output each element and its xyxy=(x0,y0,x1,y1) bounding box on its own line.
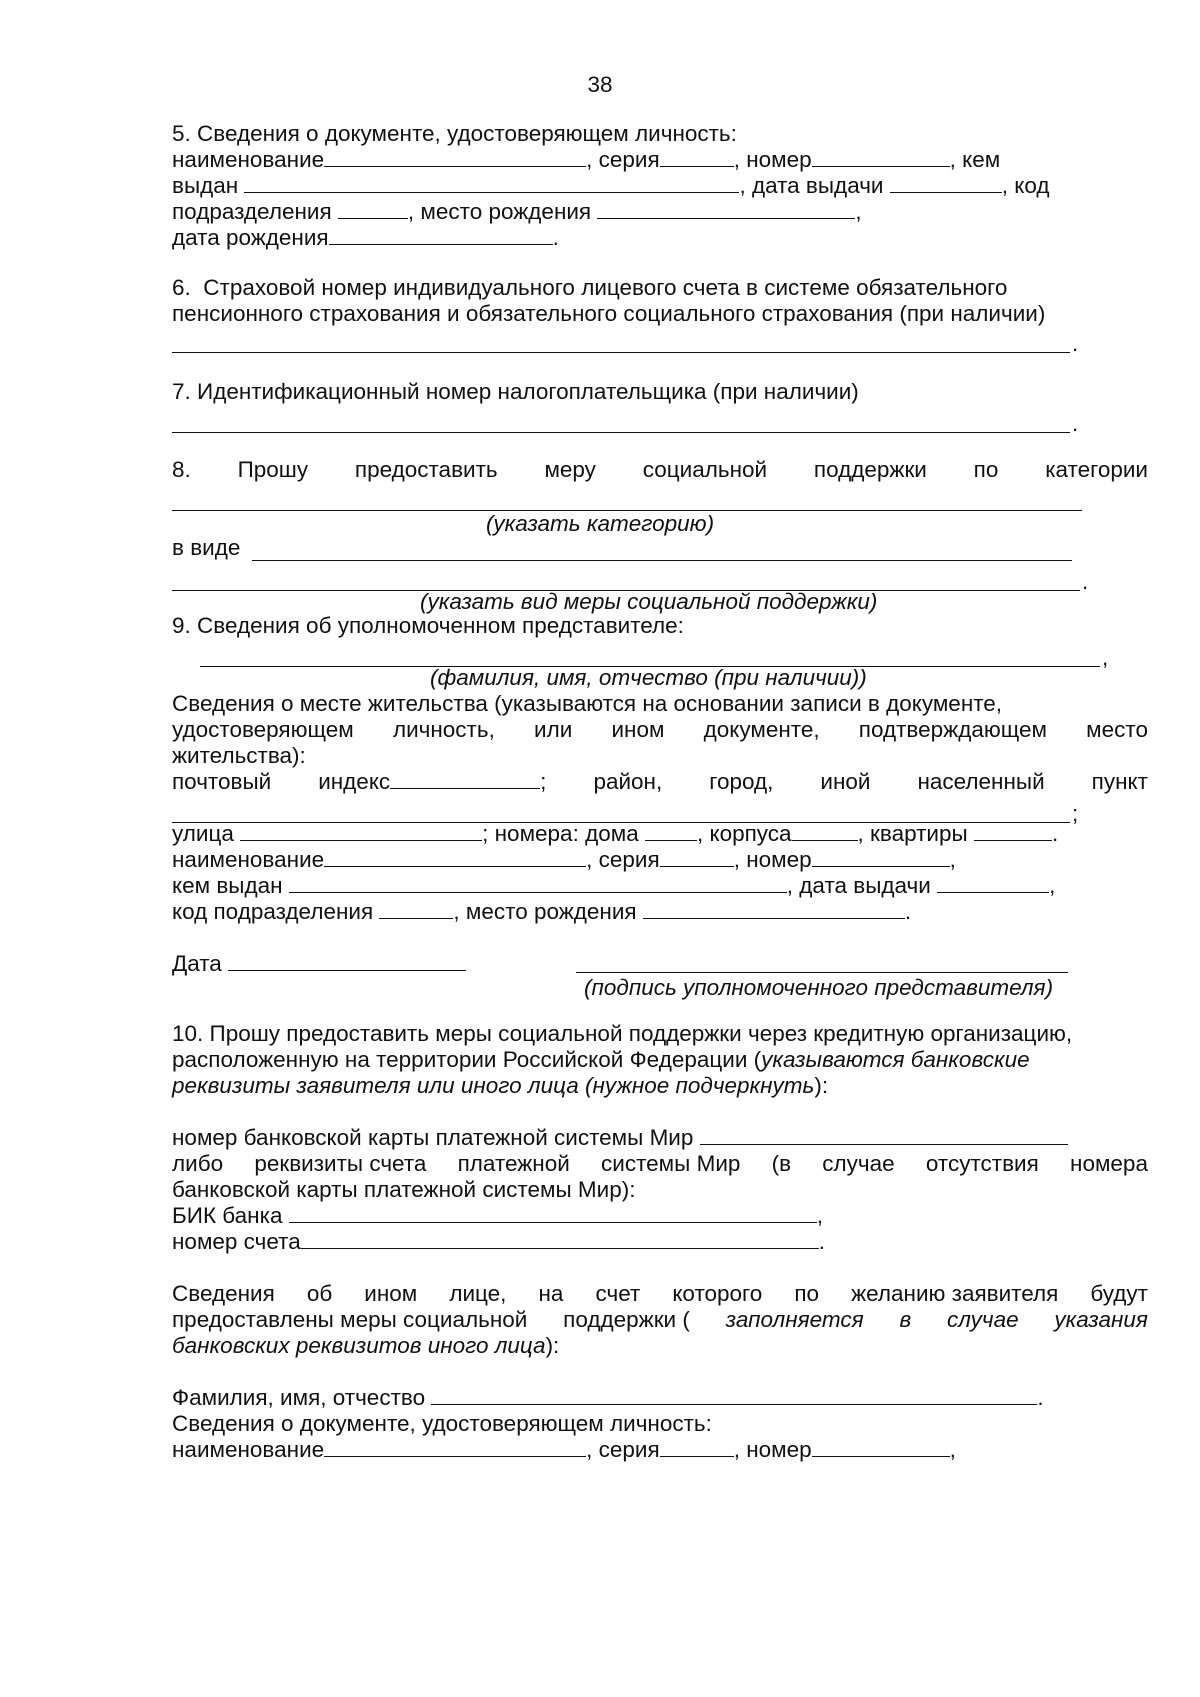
s10-doc-line: Сведения о документе, удостоверяющем личность: xyxy=(172,1411,712,1436)
word: лице, xyxy=(449,1281,507,1306)
field-doc-name[interactable] xyxy=(324,846,586,867)
field-birthplace[interactable] xyxy=(597,198,855,219)
s5-line-division xyxy=(172,198,862,226)
field-inn[interactable] xyxy=(172,432,1070,433)
field-doc-name[interactable] xyxy=(324,1436,586,1457)
label-series: , серия xyxy=(586,147,660,172)
label-index: индекс xyxy=(318,769,391,794)
field-apartment[interactable] xyxy=(974,820,1052,841)
field-series[interactable] xyxy=(660,1436,734,1457)
s10-bik-line xyxy=(172,1202,823,1230)
word: удостоверяющем xyxy=(172,717,354,742)
comma: , xyxy=(949,847,956,872)
caption-category: (указать категорию) xyxy=(485,511,715,536)
text-italic: банковских реквизитов иного лица xyxy=(172,1333,546,1358)
word: город, xyxy=(709,769,774,794)
s10-line1: 10. Прошу предоставить меры социальной поддержки через кредитную организацию, xyxy=(172,1021,1073,1046)
word: почтовый xyxy=(172,769,272,794)
word: населенный xyxy=(917,769,1045,794)
s10-account-line xyxy=(172,1228,825,1256)
word: место xyxy=(1086,717,1148,742)
word: платежной xyxy=(457,1151,570,1176)
field-number[interactable] xyxy=(812,846,950,867)
text: расположенную на территории Российской Федерации ( xyxy=(172,1047,762,1072)
field-postal-index[interactable] xyxy=(390,768,540,789)
period: . xyxy=(1051,821,1059,846)
word: подтверждающем xyxy=(858,717,1047,742)
word: номера xyxy=(1070,1151,1148,1176)
field-measure-form[interactable] xyxy=(252,560,1072,561)
field-signature[interactable] xyxy=(576,972,1068,973)
page-number: 38 xyxy=(587,72,613,97)
s10-req-line2: банковской карты платежной системы Мир): xyxy=(172,1177,636,1202)
s5-line-issued xyxy=(172,172,1050,200)
s10-req-line xyxy=(172,1150,1148,1178)
caption-fio: (фамилия, имя, отчество (при наличии)) xyxy=(430,665,867,690)
period: . xyxy=(818,1229,826,1254)
s8-end: . xyxy=(1082,569,1089,594)
word: (в xyxy=(771,1151,792,1176)
label-series: , серия xyxy=(586,1437,660,1462)
field-doc-name[interactable] xyxy=(324,146,586,167)
word: поддержки ( xyxy=(563,1307,690,1332)
label-issued-by: кем выдан xyxy=(172,873,283,898)
label-birthplace: , место рождения xyxy=(407,199,592,224)
word: предоставлены меры социальной xyxy=(172,1307,528,1332)
word: социальной xyxy=(642,457,768,482)
word: случае xyxy=(822,1151,895,1176)
field-series[interactable] xyxy=(660,146,734,167)
word: 8. xyxy=(172,457,191,482)
label-building: , корпуса xyxy=(696,821,792,846)
s7-end: . xyxy=(1072,411,1079,436)
label-birthdate: дата рождения xyxy=(172,225,329,250)
s9-res-line2 xyxy=(172,716,1148,744)
word: документе, xyxy=(703,717,820,742)
s5-line-doc-name xyxy=(172,146,1000,174)
s7-line1: 7. Идентификационный номер налогоплательщика (при наличии) xyxy=(172,379,859,404)
field-number[interactable] xyxy=(812,146,950,167)
s10-other-line2 xyxy=(172,1306,1148,1334)
word: отсутствия xyxy=(925,1151,1039,1176)
text: ): xyxy=(814,1073,829,1098)
s10-fio-line xyxy=(172,1384,1044,1412)
s5-heading: 5. Сведения о документе, удостоверяющем личность: xyxy=(172,121,737,146)
comma: , xyxy=(949,1437,956,1462)
s5-line-birthdate xyxy=(172,224,559,252)
s6-line2: пенсионного страхования и обязательного социального страхования (при наличии) xyxy=(172,301,1046,326)
label-by-whom: , кем xyxy=(949,147,1001,172)
comma: , xyxy=(816,1203,823,1228)
field-building[interactable] xyxy=(792,820,858,841)
s9-division-line xyxy=(172,898,911,926)
word: либо xyxy=(172,1151,224,1176)
s10-card-line xyxy=(172,1124,1068,1152)
s9-issued-line xyxy=(172,872,1055,900)
word: Сведения xyxy=(172,1281,275,1306)
label-birthplace: , место рождения xyxy=(453,899,637,924)
word: категории xyxy=(1045,457,1148,482)
text: ): xyxy=(545,1333,560,1358)
label-street: улица xyxy=(172,821,234,846)
word: Прошу xyxy=(237,457,309,482)
label-date: Дата xyxy=(172,951,222,976)
s9-doc-name-line xyxy=(172,846,956,874)
s6-line1: 6. Страховой номер индивидуального лицевого счета в системе обязательного xyxy=(172,275,1008,300)
word: об xyxy=(306,1281,333,1306)
field-birthdate[interactable] xyxy=(329,224,553,245)
label-division: код подразделения xyxy=(172,899,374,924)
label-series: , серия xyxy=(586,847,660,872)
s9-street-line xyxy=(172,820,1058,848)
field-issue-date[interactable] xyxy=(937,872,1049,893)
field-issue-date[interactable] xyxy=(890,172,1002,193)
s9-res-line3: жительства): xyxy=(172,743,306,768)
s9-semicolon: ; xyxy=(1072,801,1079,826)
caption-measure: (указать вид меры социальной поддержки) xyxy=(420,589,878,614)
field-division-code[interactable] xyxy=(379,898,453,919)
s8-line1 xyxy=(172,456,1148,484)
s10-doc-name-line xyxy=(172,1436,956,1464)
field-card-number[interactable] xyxy=(700,1124,1068,1145)
s10-line2 xyxy=(172,1046,1030,1074)
s6-end: . xyxy=(1072,331,1079,356)
period: . xyxy=(1037,1385,1044,1410)
label-issued: выдан xyxy=(172,173,239,198)
word: ином xyxy=(364,1281,418,1306)
s10-other-line1 xyxy=(172,1280,1148,1308)
word: личность, xyxy=(392,717,495,742)
word: поддержки xyxy=(813,457,927,482)
word-italic: заполняется xyxy=(725,1307,864,1332)
field-fio[interactable] xyxy=(431,1384,1037,1405)
word: предоставить xyxy=(354,457,498,482)
text-italic: указываются банковские xyxy=(761,1047,1030,1072)
s9-res-line1: Сведения о месте жительства (указываются на основании записи в документе, xyxy=(172,691,1003,716)
word-italic: указания xyxy=(1054,1307,1148,1332)
word: меру xyxy=(544,457,596,482)
label-issue-date: , дата выдачи xyxy=(739,173,884,198)
label-in-form: в виде xyxy=(172,535,241,560)
word: системы Мир xyxy=(601,1151,741,1176)
word: иной xyxy=(820,769,871,794)
field-date[interactable] xyxy=(228,950,466,971)
label-division: подразделения xyxy=(172,199,332,224)
label-houses: ; номера: дома xyxy=(482,821,639,846)
field-account[interactable] xyxy=(301,1228,819,1249)
period: . xyxy=(552,225,559,250)
s9-postal-line xyxy=(172,768,1148,796)
word: пункт xyxy=(1091,769,1148,794)
field-division-code[interactable] xyxy=(338,198,408,219)
field-snils[interactable] xyxy=(172,352,1070,353)
word: на xyxy=(538,1281,564,1306)
word-italic: в xyxy=(899,1307,912,1332)
word: желанию заявителя xyxy=(851,1281,1059,1306)
label-card: номер банковской карты платежной системы Мир xyxy=(172,1125,694,1150)
s10-other-line3 xyxy=(172,1332,559,1360)
word-italic: случае xyxy=(947,1307,1019,1332)
label-account: номер счета xyxy=(172,1229,301,1254)
comma: , xyxy=(1049,873,1056,898)
word: реквизиты счета xyxy=(254,1151,427,1176)
label-code: , код xyxy=(1001,173,1050,198)
field-street[interactable] xyxy=(240,820,482,841)
field-issued-by[interactable] xyxy=(289,872,787,893)
comma: , xyxy=(855,199,862,224)
label-number: , номер xyxy=(733,1437,812,1462)
field-number[interactable] xyxy=(812,1436,950,1457)
field-house[interactable] xyxy=(645,820,697,841)
text-italic: реквизиты заявителя или иного лица (нужное подчеркнуть xyxy=(172,1073,815,1098)
label-number: , номер xyxy=(733,147,812,172)
label-name: наименование xyxy=(172,1437,325,1462)
field-bik[interactable] xyxy=(289,1202,817,1223)
s9-date-line xyxy=(172,950,466,978)
semicolon: ; xyxy=(540,769,547,794)
label-issue-date: , дата выдачи xyxy=(786,873,931,898)
word: которого xyxy=(672,1281,763,1306)
s9-end: , xyxy=(1102,645,1109,670)
period: . xyxy=(904,899,912,924)
label-name: наименование xyxy=(172,847,325,872)
word: по xyxy=(794,1281,820,1306)
label-number: , номер xyxy=(733,847,812,872)
word: счет xyxy=(595,1281,641,1306)
word: район, xyxy=(593,769,663,794)
caption-signature: (подпись уполномоченного представителя) xyxy=(584,975,1054,1000)
s10-line3 xyxy=(172,1072,828,1100)
label-apartment: , квартиры xyxy=(857,821,968,846)
label-fio: Фамилия, имя, отчество xyxy=(172,1385,426,1410)
word: будут xyxy=(1090,1281,1148,1306)
label-bik: БИК банка xyxy=(172,1203,283,1228)
field-series[interactable] xyxy=(660,846,734,867)
label-name: наименование xyxy=(172,147,325,172)
word: ином xyxy=(611,717,665,742)
postal-index xyxy=(318,768,546,796)
word: или xyxy=(534,717,573,742)
s9-heading: 9. Сведения об уполномоченном представителе: xyxy=(172,613,684,638)
field-issued-by[interactable] xyxy=(244,172,739,193)
field-birthplace[interactable] xyxy=(643,898,905,919)
word: по xyxy=(973,457,999,482)
